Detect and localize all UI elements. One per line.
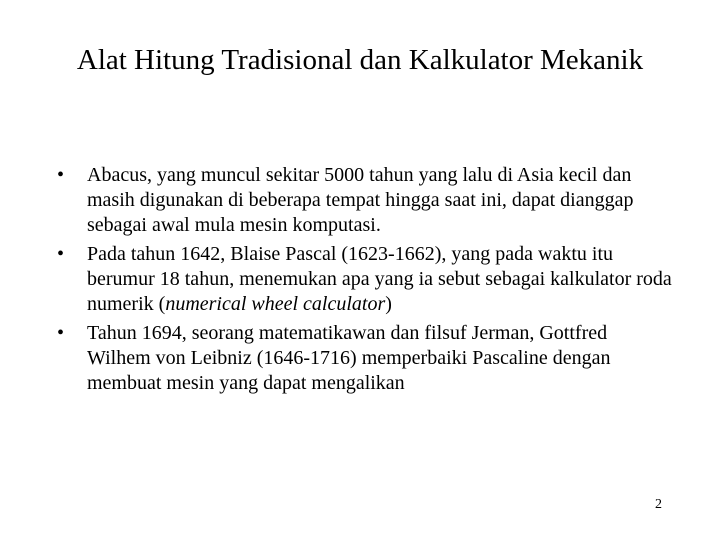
bullet-text: Pada tahun 1642, Blaise Pascal (1623-1662), yang pada waktu itu berumur 18 tahun, menemukan apa yang ia sebut sebagai kalkulator roda numerik ( — [87, 243, 672, 315]
bullet-text: Abacus, yang muncul sekitar 5000 tahun yang lalu di Asia kecil dan masih digunakan di beberapa tempat hingga saat ini, dapat dianggap sebagai awal mula mesin komputasi. — [87, 164, 634, 236]
page-number: 2 — [655, 497, 662, 512]
slide-title: Alat Hitung Tradisional dan Kalkulator Mekanik — [76, 44, 644, 76]
bullet-dot-icon: • — [57, 322, 65, 344]
bullet-dot-icon: • — [57, 243, 65, 265]
bullet-list — [55, 163, 675, 400]
bullet-dot-icon: • — [57, 164, 65, 186]
bullet-item-pascal — [55, 242, 675, 317]
bullet-text-italic: numerical wheel calculator — [165, 293, 386, 315]
bullet-item-leibniz — [55, 321, 675, 396]
bullet-text-end: ) — [385, 293, 392, 315]
bullet-item-abacus — [55, 163, 675, 238]
bullet-text: Tahun 1694, seorang matematikawan dan filsuf Jerman, Gottfred Wilhem von Leibniz (1646-1716) memperbaiki Pascaline dengan membuat mesin yang dapat mengalikan — [87, 322, 611, 394]
